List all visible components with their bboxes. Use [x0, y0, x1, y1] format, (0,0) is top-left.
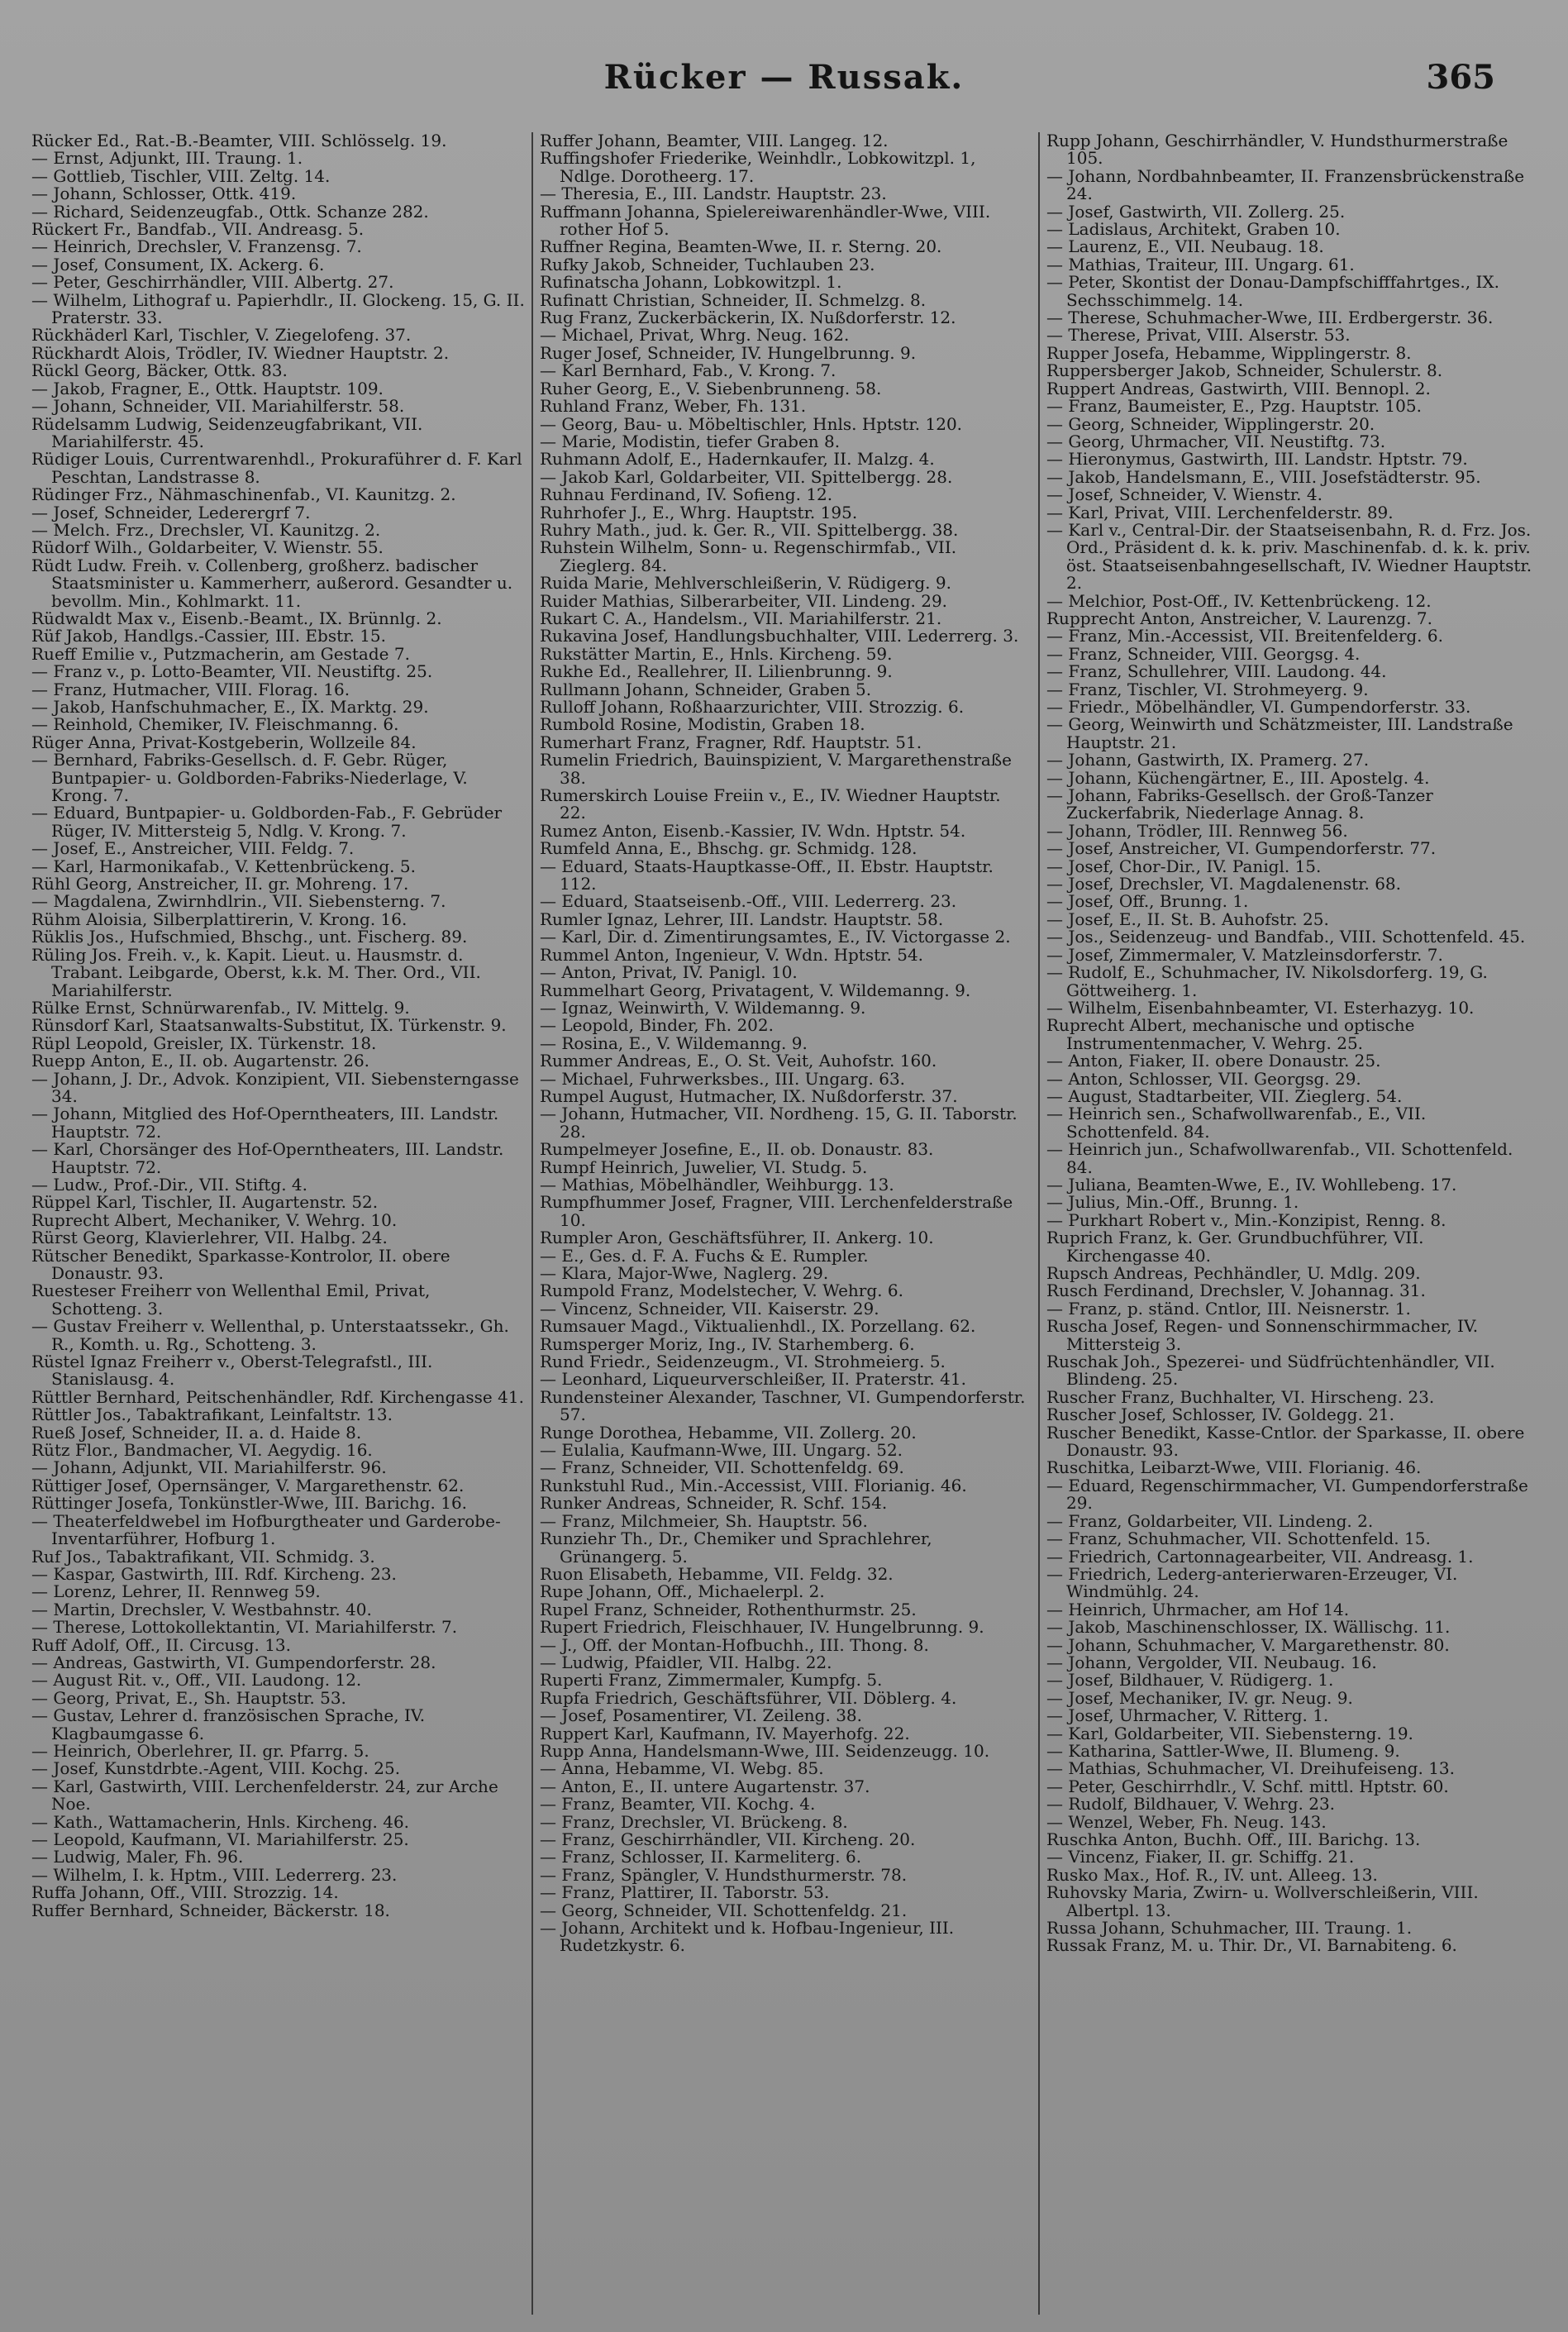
directory-entry: — Franz, Schuhmacher, VII. Schottenfeld. 15.: [1046, 1528, 1431, 1549]
directory-entry: Runge Dorothea, Hebamme, VII. Zollerg. 20.: [540, 1422, 917, 1443]
directory-entry: Rüpl Leopold, Greisler, IX. Türkenstr. 18.: [31, 1032, 377, 1053]
directory-entry: — Kaspar, Gastwirth, III. Rdf. Kircheng. 23.: [31, 1563, 397, 1584]
directory-entry: Rücker Ed., Rat.-B.-Beamter, VIII. Schlösselg. 19.: [31, 132, 447, 150]
directory-entry: — Georg, Schneider, Wipplingerstr. 20.: [1046, 413, 1375, 434]
page-number: 365: [1426, 58, 1495, 97]
directory-entry: — Anton, Privat, IV. Panigl. 10.: [540, 962, 798, 983]
directory-entry: Rumbold Rosine, Modistin, Graben 18.: [540, 714, 865, 735]
directory-entry: Rug Franz, Zuckerbäckerin, IX. Nußdorferstr. 12.: [540, 308, 956, 328]
directory-entry: Rürst Georg, Klavierlehrer, VII. Halbg. 24.: [31, 1228, 388, 1248]
directory-entry: — Hieronymus, Gastwirth, III. Landstr. Hptstr. 79.: [1046, 449, 1468, 470]
page-header: [0, 58, 1568, 107]
directory-entry: — Karl Bernhard, Fab., V. Krong. 7.: [540, 360, 836, 381]
directory-entry: — Wilhelm, I. k. Hptm., VIII. Lederrerg. 23.: [31, 1864, 398, 1885]
directory-entry: — Friedrich, Cartonnagearbeiter, VII. Andreasg. 1.: [1046, 1546, 1474, 1567]
directory-entry: Ruffer Johann, Beamter, VIII. Langeg. 12.: [540, 132, 889, 150]
directory-entry: Rüstel Ignaz Freiherr v., Oberst-Telegrafstl., III. Stanislausg. 4.: [31, 1352, 433, 1390]
directory-entry: — Gustav, Lehrer d. französischen Sprache, IV. Klagbaumgasse 6.: [31, 1705, 426, 1743]
directory-entry: Ruhmann Adolf, E., Hadernkaufer, II. Malzg. 4.: [540, 449, 935, 470]
directory-entry: Rumerskirch Louise Freiin v., E., IV. Wiedner Hauptstr. 22.: [540, 785, 1001, 823]
directory-entry: — Rosina, E., V. Wildemanng. 9.: [540, 1032, 808, 1053]
directory-entry: — Rudolf, Bildhauer, V. Wehrg. 23.: [1046, 1794, 1336, 1815]
directory-entry: — Friedrich, Lederg-anterierwaren-Erzeuger, VI. Windmühlg. 24.: [1046, 1563, 1458, 1602]
directory-entry: Rufinatt Christian, Schneider, II. Schmelzg. 8.: [540, 289, 927, 310]
directory-entry: — August Rit. v., Off., VII. Laudong. 12.: [31, 1670, 362, 1691]
directory-entry: — Jos., Seidenzeug- und Bandfab., VIII. Schottenfeld. 45.: [1046, 927, 1526, 947]
directory-entry: Rückhäderl Karl, Tischler, V. Ziegelofeng. 37.: [31, 325, 412, 346]
directory-entry: — Franz, Beamter, VII. Kochg. 4.: [540, 1794, 816, 1815]
directory-entry: — Georg, Uhrmacher, VII. Neustiftg. 73.: [1046, 431, 1386, 451]
directory-entry: — Wenzel, Weber, Fh. Neug. 143.: [1046, 1811, 1327, 1832]
directory-entry: — Wilhelm, Eisenbahnbeamter, VI. Esterhazyg. 10.: [1046, 997, 1475, 1018]
directory-entry: Rumelin Friedrich, Bauinspizient, V. Margarethenstraße 38.: [540, 750, 1013, 788]
directory-entry: — Josef, Uhrmacher, V. Ritterg. 1.: [1046, 1705, 1329, 1726]
directory-entry: — Anna, Hebamme, VI. Webg. 85.: [540, 1758, 824, 1779]
directory-entry: — Josef, Gastwirth, VII. Zollerg. 25.: [1046, 201, 1346, 222]
directory-entry: Rufky Jakob, Schneider, Tuchlauben 23.: [540, 254, 875, 274]
directory-entry: Ruschak Joh., Spezerei- und Südfrüchtenhändler, VII. Blindeng. 25.: [1046, 1352, 1495, 1390]
directory-entry: Ruffer Bernhard, Schneider, Bäckerstr. 18.: [31, 1900, 390, 1920]
directory-entry: — Therese, Lottokollektantin, VI. Mariahilferstr. 7.: [31, 1617, 458, 1638]
directory-entry: — Therese, Privat, VIII. Alserstr. 53.: [1046, 325, 1351, 346]
directory-entry: — Franz, Min.-Accessist, VII. Breitenfelderg. 6.: [1046, 626, 1443, 646]
directory-entry: — Josef, Bildhauer, V. Rüdigerg. 1.: [1046, 1670, 1334, 1691]
directory-entry: — Peter, Skontist der Donau-Dampfschifffahrtges., IX. Sechsschimmelg. 14.: [1046, 272, 1499, 310]
directory-entry: — Franz, Schlosser, II. Karmeliterg. 6.: [540, 1847, 862, 1867]
directory-entry: — Michael, Fuhrwerksbes., III. Ungarg. 63.: [540, 1068, 906, 1089]
directory-entry: Rückhardt Alois, Trödler, IV. Wiedner Hauptstr. 2.: [31, 342, 450, 363]
directory-entry: Ruscher Franz, Buchhalter, VI. Hirscheng. 23.: [1046, 1386, 1435, 1407]
directory-entry: — Johann, Mitglied des Hof-Operntheaters, III. Landstr. Hauptstr. 72.: [31, 1104, 499, 1142]
directory-entry: Ruhnau Ferdinand, IV. Sofieng. 12.: [540, 484, 833, 505]
directory-entry: — Lorenz, Lehrer, II. Rennweg 59.: [31, 1581, 321, 1602]
directory-entry: Ruon Elisabeth, Hebamme, VII. Feldg. 32.: [540, 1563, 894, 1584]
directory-entry: — Andreas, Gastwirth, VI. Gumpendorferstr. 28.: [31, 1652, 436, 1672]
directory-entry: — Franz, Milchmeier, Sh. Hauptstr. 56.: [540, 1510, 868, 1531]
directory-entry: — Franz, Drechsler, VI. Brückeng. 8.: [540, 1811, 848, 1832]
directory-entry: — Purkhart Robert v., Min.-Konzipist, Renng. 8.: [1046, 1209, 1446, 1230]
directory-entry: — Franz, Geschirrhändler, VII. Kircheng. 20.: [540, 1829, 916, 1849]
directory-entry: — Vincenz, Schneider, VII. Kaiserstr. 29.: [540, 1298, 879, 1319]
directory-entry: — Josef, Chor-Dir., IV. Panigl. 15.: [1046, 856, 1322, 876]
directory-entry: — Josef, Schneider, Lederergrf 7.: [31, 502, 311, 522]
directory-entry: Ruppert Karl, Kaufmann, IV. Mayerhofg. 22.: [540, 1723, 910, 1743]
directory-entry: Ruhrhofer J., E., Whrg. Hauptstr. 195.: [540, 502, 858, 522]
directory-entry: Ruprecht Albert, Mechaniker, V. Wehrg. 10.: [31, 1209, 398, 1230]
directory-entry: Rumez Anton, Eisenb.-Kassier, IV. Wdn. Hptstr. 54.: [540, 820, 966, 841]
directory-entry: — Martin, Drechsler, V. Westbahnstr. 40.: [31, 1599, 372, 1619]
directory-entry: Rufinatscha Johann, Lobkowitzpl. 1.: [540, 272, 842, 293]
directory-entry: — Johann, Adjunkt, VII. Mariahilferstr. 96.: [31, 1457, 387, 1478]
directory-entry: — Karl, Dir. d. Zimentirungsamtes, E., IV. Victorgasse 2.: [540, 927, 1011, 947]
directory-entry: Rumpf Heinrich, Juwelier, VI. Studg. 5.: [540, 1156, 868, 1177]
directory-entry: Rüdwaldt Max v., Eisenb.-Beamt., IX. Brünnlg. 2.: [31, 608, 442, 628]
directory-entry: — Josef, Posamentirer, VI. Zeileng. 38.: [540, 1705, 863, 1726]
page-title: Rücker — Russak.: [603, 58, 965, 97]
directory-entry: — Kath., Wattamacherin, Hnls. Kircheng. 46.: [31, 1811, 410, 1832]
directory-entry: — Heinrich sen., Schafwollwarenfab., E., VII. Schottenfeld. 84.: [1046, 1104, 1427, 1142]
directory-entry: — Julius, Min.-Off., Brunng. 1.: [1046, 1192, 1299, 1213]
directory-entry: Rüf Jakob, Handlgs.-Cassier, III. Ebstr. 15.: [31, 626, 387, 646]
directory-entry: Rüttinger Josefa, Tonkünstler-Wwe, III. Barichg. 16.: [31, 1493, 468, 1514]
directory-entry: Rumpfhummer Josef, Fragner, VIII. Lerchenfelderstraße 10.: [540, 1192, 1013, 1230]
directory-entry: Rupe Johann, Off., Michaelerpl. 2.: [540, 1581, 825, 1602]
directory-entry: — Josef, Mechaniker, IV. gr. Neug. 9.: [1046, 1687, 1353, 1708]
directory-entry: Ruschka Anton, Buchh. Off., III. Barichg. 13.: [1046, 1829, 1421, 1849]
directory-entry: — Johann, Schlosser, Ottk. 419.: [31, 184, 297, 204]
directory-entry: Rumpler Aron, Geschäftsführer, II. Ankerg. 10.: [540, 1228, 934, 1248]
directory-entry: — Franz, p. ständ. Cntlor, III. Neisnerstr. 1.: [1046, 1298, 1411, 1319]
directory-entry: Rummer Andreas, E., O. St. Veit, Auhofstr. 160.: [540, 1051, 937, 1071]
directory-entry: — Friedr., Möbelhändler, VI. Gumpendorferstr. 33.: [1046, 697, 1471, 717]
directory-entry: — Jakob, Fragner, E., Ottk. Hauptstr. 109.: [31, 378, 384, 398]
directory-entry: — Mathias, Möbelhändler, Weihburgg. 13.: [540, 1174, 894, 1195]
directory-entry: Ruhry Math., jud. k. Ger. R., VII. Spittelbergg. 38.: [540, 519, 959, 540]
directory-entry: Rühl Georg, Anstreicher, II. gr. Mohreng. 17.: [31, 874, 409, 894]
directory-entry: Rüdiger Louis, Currentwarenhdl., Prokuraführer d. F. Karl Peschtan, Landstrasse 8.: [31, 449, 522, 487]
directory-entry: — Melchior, Post-Off., IV. Kettenbrückeng. 12.: [1046, 590, 1432, 611]
directory-entry: — Johann, Nordbahnbeamter, II. Franzensbrückenstraße 24.: [1046, 165, 1525, 204]
directory-entry: — Jakob Karl, Goldarbeiter, VII. Spittelbergg. 28.: [540, 466, 953, 487]
directory-entry: — Katharina, Sattler-Wwe, II. Blumeng. 9.: [1046, 1740, 1400, 1761]
directory-entry: — Therese, Schuhmacher-Wwe, III. Erdbergerstr. 36.: [1046, 308, 1494, 328]
directory-entry: Rumerhart Franz, Fragner, Rdf. Hauptstr. 51.: [540, 732, 922, 752]
directory-entry: Ruffa Johann, Off., VIII. Strozzig. 14.: [31, 1882, 339, 1903]
directory-entry: — Gottlieb, Tischler, VIII. Zeltg. 14.: [31, 165, 331, 186]
directory-entry: — Ignaz, Weinwirth, V. Wildemanng. 9.: [540, 997, 866, 1018]
directory-entry: — Karl, Harmonikafab., V. Kettenbrückeng. 5.: [31, 856, 416, 876]
directory-entry: Rupfa Friedrich, Geschäftsführer, VII. Döblerg. 4.: [540, 1687, 957, 1708]
directory-entry: Ruepp Anton, E., II. ob. Augartenstr. 26.: [31, 1051, 370, 1071]
directory-entry: — Karl, Goldarbeiter, VII. Siebensterng. 19.: [1046, 1723, 1413, 1743]
directory-entry: Rupper Josefa, Hebamme, Wipplingerstr. 8.: [1046, 342, 1412, 363]
directory-entry: Rueß Josef, Schneider, II. a. d. Haide 8.: [31, 1422, 362, 1443]
directory-entry: — Reinhold, Chemiker, IV. Fleischmanng. 6.: [31, 714, 399, 735]
directory-entry: — Josef, Drechsler, VI. Magdalenenstr. 68.: [1046, 874, 1402, 894]
directory-entry: — Franz, Goldarbeiter, VII. Lindeng. 2.: [1046, 1510, 1374, 1531]
directory-entry: — Franz v., p. Lotto-Beamter, VII. Neustiftg. 25.: [31, 661, 433, 682]
directory-entry: Ruppert Andreas, Gastwirth, VIII. Bennopl. 2.: [1046, 378, 1431, 398]
directory-entry: — Georg, Weinwirth und Schätzmeister, III. Landstraße Hauptstr. 21.: [1046, 714, 1513, 752]
directory-entry: — Johann, J. Dr., Advok. Konzipient, VII. Siebensterngasse 34.: [31, 1068, 519, 1106]
directory-entry: Rünsdorf Karl, Staatsanwalts-Substitut, IX. Türkenstr. 9.: [31, 1015, 507, 1036]
directory-entry: — Franz, Plattirer, II. Taborstr. 53.: [540, 1882, 830, 1903]
directory-entry: Ruffmann Johanna, Spielereiwarenhändler-Wwe, VIII. rother Hof 5.: [540, 201, 991, 240]
directory-entry: Ruperti Franz, Zimmermaler, Kumpfg. 5.: [540, 1670, 883, 1691]
directory-entry: Rumpel August, Hutmacher, IX. Nußdorferstr. 37.: [540, 1085, 958, 1106]
directory-entry: — Karl v., Central-Dir. der Staatseisenbahn, R. d. Frz. Jos. Ord., Präsident d. k. k. priv. Maschinenfab. d. k. k. priv. öst. Staatseisenbahngesellschaft, IV. Wiedner Hauptstr. 2.: [1046, 519, 1532, 594]
directory-entry: Rumfeld Anna, E., Bhschg. gr. Schmidg. 128.: [540, 838, 917, 859]
directory-entry: — Bernhard, Fabriks-Gesellsch. d. F. Gebr. Rüger, Buntpapier- u. Goldborden-Fabriks-Niederlage, V. Krong. 7.: [31, 750, 468, 806]
directory-entry: Rusko Max., Hof. R., IV. unt. Alleeg. 13.: [1046, 1864, 1378, 1885]
directory-entry: — Marie, Modistin, tiefer Graben 8.: [540, 431, 841, 451]
directory-entry: Ruff Adolf, Off., II. Circusg. 13.: [31, 1634, 292, 1655]
directory-entry: — Anton, Schlosser, VII. Georgsg. 29.: [1046, 1068, 1361, 1089]
directory-entry: Rund Friedr., Seidenzeugm., VI. Strohmeierg. 5.: [540, 1352, 946, 1372]
directory-entry: — Johann, Trödler, III. Rennweg 56.: [1046, 820, 1348, 841]
directory-entry: Rüger Anna, Privat-Kostgeberin, Wollzeile 84.: [31, 732, 417, 752]
directory-entry: Rühm Aloisia, Silberplattirerin, V. Krong. 16.: [31, 908, 407, 929]
directory-entry: — Michael, Privat, Whrg. Neug. 162.: [540, 325, 850, 346]
directory-entry: — Karl, Gastwirth, VIII. Lerchenfelderstr. 24, zur Arche Noe.: [31, 1776, 498, 1815]
directory-entry: Ruprecht Albert, mechanische und optische Instrumentenmacher, V. Wehrg. 25.: [1046, 1015, 1415, 1053]
directory-entry: — Eduard, Staatseisenb.-Off., VIII. Lederrerg. 23.: [540, 891, 957, 912]
directory-entry: — Klara, Major-Wwe, Naglerg. 29.: [540, 1263, 829, 1283]
directory-entry: — J., Off. der Montan-Hofbuchh., III. Thong. 8.: [540, 1634, 929, 1655]
directory-entry: — Eulalia, Kaufmann-Wwe, III. Ungarg. 52.: [540, 1440, 903, 1461]
directory-entry: — Anton, E., II. untere Augartenstr. 37.: [540, 1776, 870, 1796]
directory-entry: — Franz, Schullehrer, VIII. Laudong. 44.: [1046, 661, 1387, 682]
directory-entry: Rusch Ferdinand, Drechsler, V. Johannag. 31.: [1046, 1280, 1426, 1301]
directory-entry: — Johann, Schneider, VII. Mariahilferstr. 58.: [31, 396, 405, 417]
directory-entry: Rütz Flor., Bandmacher, VI. Aegydig. 16.: [31, 1440, 373, 1461]
directory-entry: Ruscher Josef, Schlosser, IV. Goldegg. 21.: [1046, 1404, 1395, 1425]
directory-entry: — Leonhard, Liqueurverschleißer, II. Praterstr. 41.: [540, 1369, 966, 1390]
directory-entry: Ruhovsky Maria, Zwirn- u. Wollverschleißerin, VIII. Albertpl. 13.: [1046, 1882, 1479, 1920]
directory-entry: Rüklis Jos., Hufschmied, Bhschg., unt. Fischerg. 89.: [31, 927, 468, 947]
directory-entry: — Melch. Frz., Drechsler, VI. Kaunitzg. 2.: [31, 519, 381, 540]
directory-entry: Rüdt Ludw. Freih. v. Collenberg, großherz. badischer Staatsminister u. Kammerherr, außerord. Gesandter u. bevollm. Min., Kohlmarkt. 11.: [31, 555, 513, 611]
directory-entry: — Josef, E., Anstreicher, VIII. Feldg. 7.: [31, 838, 355, 859]
directory-entry: — Johann, Fabriks-Gesellsch. der Groß-Tanzer Zuckerfabrik, Niederlage Annag. 8.: [1046, 785, 1433, 823]
directory-entry: Ruida Marie, Mehlverschleißerin, V. Rüdigerg. 9.: [540, 573, 951, 594]
directory-entry: — Johann, Schuhmacher, V. Margarethenstr. 80.: [1046, 1634, 1450, 1655]
directory-entry: Rückl Georg, Bäcker, Ottk. 83.: [31, 360, 288, 381]
directory-entry: Rückert Fr., Bandfab., VII. Andreasg. 5.: [31, 219, 365, 240]
directory-entry: Rütscher Benedikt, Sparkasse-Kontrolor, II. obere Donaustr. 93.: [31, 1245, 450, 1283]
directory-entry: Rupel Franz, Schneider, Rothenthurmstr. 25.: [540, 1599, 917, 1619]
directory-entry: Rüdelsamm Ludwig, Seidenzeugfabrikant, VII. Mariahilferstr. 45.: [31, 413, 423, 451]
directory-entry: — Eduard, Regenschirmmacher, VI. Gumpendorferstraße 29.: [1046, 1475, 1528, 1514]
directory-entry: — Jakob, Maschinenschlosser, IX. Wällischg. 11.: [1046, 1617, 1451, 1638]
directory-entry: — Heinrich, Oberlehrer, II. gr. Pfarrg. 5.: [31, 1740, 369, 1761]
directory-entry: Rüttiger Josef, Opernsänger, V. Margarethenstr. 62.: [31, 1475, 465, 1495]
directory-entry: Rukavina Josef, Handlungsbuchhalter, VIII. Lederrerg. 3.: [540, 626, 1019, 646]
directory-entry: — Leopold, Binder, Fh. 202.: [540, 1015, 774, 1036]
directory-entry: Rueff Emilie v., Putzmacherin, am Gestade 7.: [31, 643, 410, 664]
directory-entry: — Franz, Schneider, VII. Schottenfeldg. 69.: [540, 1457, 904, 1478]
directory-entry: — Josef, Kunstdrbte.-Agent, VIII. Kochg. 25.: [31, 1758, 401, 1779]
directory-entry: — Georg, Schneider, VII. Schottenfeldg. 21.: [540, 1900, 908, 1920]
directory-entry: — Franz, Tischler, VI. Strohmeyerg. 9.: [1046, 679, 1369, 699]
directory-entry: — Franz, Hutmacher, VIII. Florag. 16.: [31, 679, 350, 699]
directory-entry: — Mathias, Traiteur, III. Ungarg. 61.: [1046, 254, 1355, 274]
directory-entry: — Josef, Anstreicher, VI. Gumpendorferstr. 77.: [1046, 838, 1437, 859]
directory-entry: Ruider Mathias, Silberarbeiter, VII. Lindeng. 29.: [540, 590, 948, 611]
directory-entry: — Johann, Hutmacher, VII. Nordheng. 15, G. II. Taborstr. 28.: [540, 1104, 1018, 1142]
directory-entry: Ruf Jos., Tabaktrafikant, VII. Schmidg. 3.: [31, 1546, 375, 1567]
directory-entry: — Anton, Fiaker, II. obere Donaustr. 25.: [1046, 1051, 1381, 1071]
directory-entry: — Josef, Schneider, V. Wienstr. 4.: [1046, 484, 1323, 505]
directory-entry: Rupp Anna, Handelsmann-Wwe, III. Seidenzeugg. 10.: [540, 1740, 990, 1761]
directory-entry: — Leopold, Kaufmann, VI. Mariahilferstr. 25.: [31, 1829, 409, 1849]
directory-entry: — Mathias, Schuhmacher, VI. Dreihufeiseng. 13.: [1046, 1758, 1455, 1779]
directory-entry: — Karl, Privat, VIII. Lerchenfelderstr. 89.: [1046, 502, 1394, 522]
directory-entry: Rüling Jos. Freih. v., k. Kapit. Lieut. u. Hausmstr. d. Trabant. Leibgarde, Oberst, k.k. M. Ther. Ord., VII. Mariahilferstr.: [31, 944, 481, 1000]
directory-entry: Rüttler Jos., Tabaktrafikant, Leinfaltstr. 13.: [31, 1404, 393, 1425]
directory-entry: Ruschitka, Leibarzt-Wwe, VIII. Florianig. 46.: [1046, 1457, 1422, 1478]
directory-entry: — Ludw., Prof.-Dir., VII. Stiftg. 4.: [31, 1174, 308, 1195]
directory-entry: — Jakob, Hanfschuhmacher, E., IX. Marktg. 29.: [31, 697, 429, 717]
directory-entry: — Eduard, Buntpapier- u. Goldborden-Fab., F. Gebrüder Rüger, IV. Mittersteig 5, Ndlg. V. Krong. 7.: [31, 803, 503, 841]
directory-entry: — Johann, Küchengärtner, E., III. Apostelg. 4.: [1046, 767, 1430, 788]
directory-entry: Rupsch Andreas, Pechhändler, U. Mdlg. 209.: [1046, 1263, 1421, 1283]
directory-entry: — Franz, Baumeister, E., Pzg. Hauptstr. 105.: [1046, 396, 1422, 417]
directory-entry: — Theaterfeldwebel im Hofburgtheater und Garderobe-Inventarführer, Hofburg 1.: [31, 1510, 501, 1549]
directory-entry: Ruscha Josef, Regen- und Sonnenschirmmacher, IV. Mittersteig 3.: [1046, 1316, 1479, 1354]
directory-entry: Ruscher Benedikt, Kasse-Cntlor. der Sparkasse, II. obere Donaustr. 93.: [1046, 1422, 1525, 1461]
directory-entry: — Heinrich, Uhrmacher, am Hof 14.: [1046, 1599, 1350, 1619]
directory-entry: — Peter, Geschirrhdlr., V. Schf. mittl. Hptstr. 60.: [1046, 1776, 1449, 1796]
directory-entry: Rumpold Franz, Modelstecher, V. Wehrg. 6.: [540, 1280, 903, 1301]
column-1: [25, 132, 531, 2315]
directory-entry: Rulloff Johann, Roßhaarzurichter, VIII. Strozzig. 6.: [540, 697, 965, 717]
directory-entry: — E., Ges. d. F. A. Fuchs & E. Rumpler.: [540, 1245, 869, 1266]
directory-entry: — Laurenz, E., VII. Neubaug. 18.: [1046, 236, 1324, 257]
directory-entry: Ruffner Regina, Beamten-Wwe, II. r. Sterng. 20.: [540, 236, 942, 257]
directory-entry: — Josef, E., II. St. B. Auhofstr. 25.: [1046, 908, 1329, 929]
directory-entry: Rummelhart Georg, Privatagent, V. Wildemanng. 9.: [540, 980, 971, 1000]
directory-entry: — August, Stadtarbeiter, VII. Zieglerg. 54.: [1046, 1085, 1403, 1106]
directory-entry: Rummel Anton, Ingenieur, V. Wdn. Hptstr. 54.: [540, 944, 924, 965]
directory-entry: — Franz, Spängler, V. Hundsthurmerstr. 78.: [540, 1864, 908, 1885]
directory-entry: Runkstuhl Rud., Min.-Accessist, VIII. Florianig. 46.: [540, 1475, 967, 1495]
directory-entry: Rüttler Bernhard, Peitschenhändler, Rdf. Kirchengasse 41.: [31, 1386, 524, 1407]
directory-entry: Rumsauer Magd., Viktualienhdl., IX. Porzellang. 62.: [540, 1316, 976, 1337]
directory-entry: — Vincenz, Fiaker, II. gr. Schiffg. 21.: [1046, 1847, 1355, 1867]
directory-entry: Runziehr Th., Dr., Chemiker und Sprachlehrer, Grünangerg. 5.: [540, 1528, 932, 1567]
directory-entry: Rundensteiner Alexander, Taschner, VI. Gumpendorferstr. 57.: [540, 1386, 1026, 1425]
directory-entry: — Josef, Zimmermaler, V. Matzleinsdorferstr. 7.: [1046, 944, 1443, 965]
directory-entry: Rüdinger Frz., Nähmaschinenfab., VI. Kaunitzg. 2.: [31, 484, 456, 505]
directory-entry: — Gustav Freiherr v. Wellenthal, p. Unterstaatssekr., Gh. R., Komth. u. Rg., Schotteng. 3.: [31, 1316, 509, 1354]
directory-entry: — Johann, Architekt und k. Hofbau-Ingenieur, III. Rudetzkystr. 6.: [540, 1918, 955, 1956]
directory-entry: Rupp Johann, Geschirrhändler, V. Hundsthurmerstraße 105.: [1046, 132, 1508, 169]
directory-entry: — Heinrich jun., Schafwollwarenfab., VII. Schottenfeld. 84.: [1046, 1139, 1513, 1177]
directory-entry: Rukhe Ed., Reallehrer, II. Lilienbrunng. 9.: [540, 661, 893, 682]
directory-entry: — Karl, Chorsänger des Hof-Operntheaters, III. Landstr. Hauptstr. 72.: [31, 1139, 504, 1177]
directory-entry: — Rudolf, E., Schuhmacher, IV. Nikolsdorferg. 19, G. Göttweiherg. 1.: [1046, 962, 1488, 1000]
directory-entry: Russak Franz, M. u. Thir. Dr., VI. Barnabiteng. 6.: [1046, 1935, 1457, 1956]
directory-entry: Rupprecht Anton, Anstreicher, V. Laurenzg. 7.: [1046, 608, 1432, 628]
directory-entry: — Theresia, E., III. Landstr. Hauptstr. 23.: [540, 184, 887, 204]
directory-entry: — Georg, Privat, E., Sh. Hauptstr. 53.: [31, 1687, 346, 1708]
column-3: [1038, 132, 1545, 2315]
directory-entry: — Georg, Bau- u. Möbeltischler, Hnls. Hptstr. 120.: [540, 413, 963, 434]
directory-entry: — Jakob, Handelsmann, E., VIII. Josefstädterstr. 95.: [1046, 466, 1481, 487]
directory-entry: — Johann, Vergolder, VII. Neubaug. 16.: [1046, 1652, 1377, 1672]
directory-entry: Rumler Ignaz, Lehrer, III. Landstr. Hauptstr. 58.: [540, 908, 944, 929]
directory-entry: Rumsperger Moriz, Ing., IV. Starhemberg. 6.: [540, 1333, 915, 1354]
directory-entry: Ruger Josef, Schneider, IV. Hungelbrunng. 9.: [540, 342, 917, 363]
directory-entry: — Josef, Consument, IX. Ackerg. 6.: [31, 254, 325, 274]
directory-entry: Ruhstein Wilhelm, Sonn- u. Regenschirmfab., VII. Zieglerg. 84.: [540, 537, 957, 575]
directory-entry: — Eduard, Staats-Hauptkasse-Off., II. Ebstr. Hauptstr. 112.: [540, 856, 994, 894]
directory-entry: Rumpelmeyer Josefine, E., II. ob. Donaustr. 83.: [540, 1139, 934, 1160]
directory-entry: Rüdorf Wilh., Goldarbeiter, V. Wienstr. 55.: [31, 537, 384, 558]
directory-entry: — Wilhelm, Lithograf u. Papierhdlr., II. Glockeng. 15, G. II. Praterstr. 33.: [31, 289, 525, 328]
directory-entry: — Peter, Geschirrhändler, VIII. Albertg. 27.: [31, 272, 394, 293]
directory-entry: — Franz, Schneider, VIII. Georgsg. 4.: [1046, 643, 1361, 664]
directory-entry: Rukart C. A., Handelsm., VII. Mariahilferstr. 21.: [540, 608, 942, 628]
directory-entry: Ruesteser Freiherr von Wellenthal Emil, Privat, Schotteng. 3.: [31, 1280, 431, 1319]
directory-entry: Runker Andreas, Schneider, R. Schf. 154.: [540, 1493, 888, 1514]
directory-entry: Rupert Friedrich, Fleischhauer, IV. Hungelbrunng. 9.: [540, 1617, 984, 1638]
directory-entry: — Ludwig, Pfaidler, VII. Halbg. 22.: [540, 1652, 832, 1672]
directory-entry: — Ladislaus, Architekt, Graben 10.: [1046, 219, 1341, 240]
directory-entry: Ruher Georg, E., V. Siebenbrunneng. 58.: [540, 378, 882, 398]
directory-entry: — Ludwig, Maler, Fh. 96.: [31, 1847, 244, 1867]
directory-entry: Russa Johann, Schuhmacher, III. Traung. 1.: [1046, 1918, 1413, 1939]
directory-entry: Ruffingshofer Friederike, Weinhdlr., Lobkowitzpl. 1, Ndlge. Dorotheerg. 17.: [540, 148, 976, 186]
directory-entry: Rullmann Johann, Schneider, Graben 5.: [540, 679, 872, 699]
directory-columns: [25, 132, 1546, 2315]
directory-entry: — Josef, Off., Brunng. 1.: [1046, 891, 1249, 912]
directory-entry: — Johann, Gastwirth, IX. Pramerg. 27.: [1046, 750, 1370, 770]
directory-entry: Ruhland Franz, Weber, Fh. 131.: [540, 396, 807, 417]
directory-entry: Rülke Ernst, Schnürwarenfab., IV. Mittelg. 9.: [31, 997, 410, 1018]
column-2: [531, 132, 1038, 2315]
directory-entry: Rukstätter Martin, E., Hnls. Kircheng. 59.: [540, 643, 893, 664]
directory-entry: Ruppersberger Jakob, Schneider, Schulerstr. 8.: [1046, 360, 1443, 381]
directory-entry: — Ernst, Adjunkt, III. Traung. 1.: [31, 148, 303, 169]
directory-entry: Ruprich Franz, k. Ger. Grundbuchführer, VII. Kirchengasse 40.: [1046, 1228, 1424, 1266]
directory-entry: Rüppel Karl, Tischler, II. Augartenstr. 52.: [31, 1192, 379, 1213]
directory-entry: — Richard, Seidenzeugfab., Ottk. Schanze 282.: [31, 201, 429, 222]
directory-entry: — Heinrich, Drechsler, V. Franzensg. 7.: [31, 236, 362, 257]
directory-entry: — Juliana, Beamten-Wwe, E., IV. Wohllebeng. 17.: [1046, 1174, 1457, 1195]
directory-entry: — Magdalena, Zwirnhdlrin., VII. Siebensterng. 7.: [31, 891, 446, 912]
